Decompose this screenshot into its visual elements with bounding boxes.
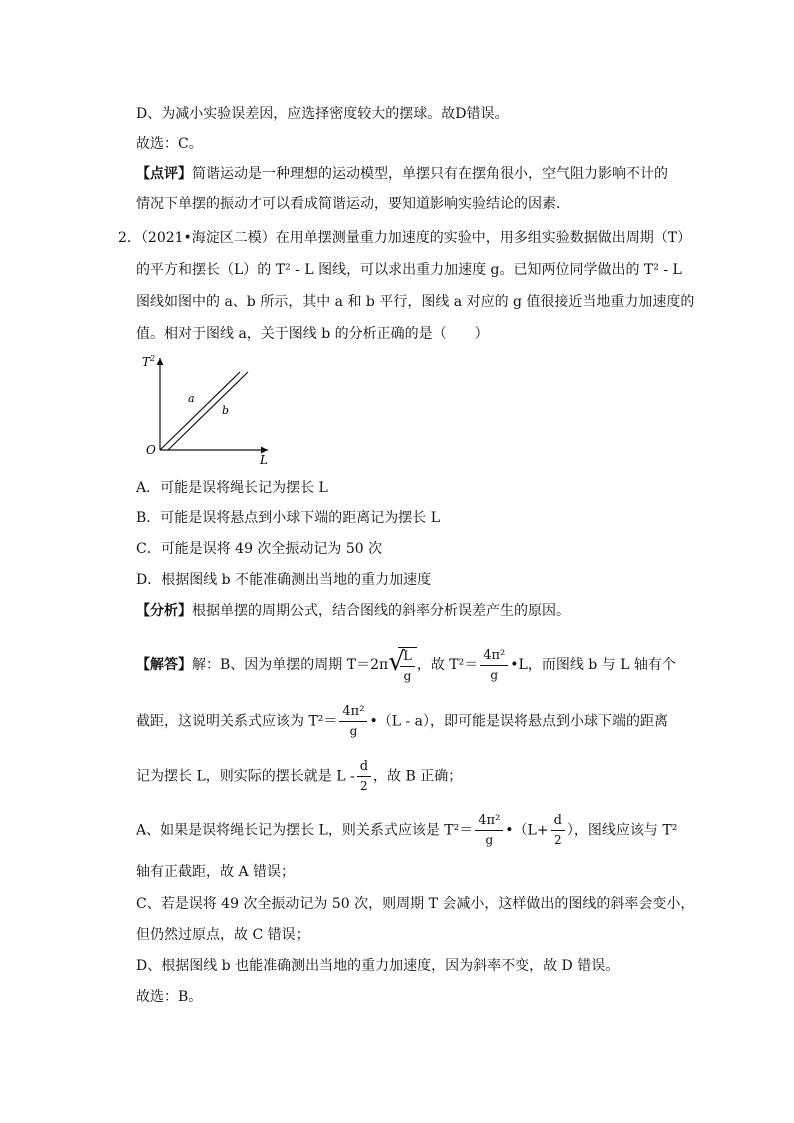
option-d: D．根据图线 b 不能准确测出当地的重力加速度 (136, 572, 432, 588)
solution-line (136, 812, 677, 849)
solution-text: 解：B、因为单摆的周期 T＝2π (192, 657, 389, 673)
analysis-text: 根据单摆的周期公式，结合图线的斜率分析误差产生的原因。 (192, 603, 570, 619)
solution-line: D、根据图线 b 也能准确测出当地的重力加速度，因为斜率不变，故 D 错误。 (136, 958, 620, 974)
solution-text: ，故 T²＝ (416, 657, 479, 673)
fraction: $\frac{\text{4π²}}{g}$ (475, 812, 503, 849)
solution-text: A、如果是误将绳长记为摆长 L，则关系式应该是 T²＝ (136, 822, 474, 839)
question-line: 值。相对于图线 a，关于图线 b 的分析正确的是（ ） (136, 326, 489, 342)
text-line: 故选：C。 (136, 136, 203, 152)
review-label: 【点评】 (136, 166, 192, 182)
fraction: $\frac{d}{2}$ (551, 812, 565, 849)
question-line: 图线如图中的 a、b 所示，其中 a 和 b 平行，图线 a 对应的 g 值很接近当地重力加速度的 (136, 294, 695, 310)
solution-line (136, 645, 676, 685)
solution-line: C、若是误将 49 次全振动记为 50 次，则周期 T 会减小，这样做出的图线的斜率会变小， (136, 896, 695, 912)
solution-text: •L，而图线 b 与 L 轴有个 (510, 657, 676, 673)
sqrt-fraction: $\frac{L}{g}$ (400, 648, 415, 685)
series-line-b (168, 372, 248, 450)
review-text: 简谐运动是一种理想的运动模型，单摆只有在摆角很小，空气阻力影响不计的 (192, 166, 668, 182)
solution-text: 截距，这说明关系式应该为 T²＝ (136, 713, 338, 730)
question-line: 2．（2021•海淀区二模）在用单摆测量重力加速度的实验中，用多组实验数据做出周期（T） (118, 230, 692, 246)
solution-line (136, 703, 668, 740)
question-line: 的平方和摆长（L）的 T² - L 图线，可以求出重力加速度 g。已知两位同学做出的 T² - L (136, 262, 682, 278)
solution-text: ），图线应该与 T² (566, 822, 678, 839)
solution-line (136, 758, 462, 795)
solution-text: •（L - a），即可能是误将悬点到小球下端的距离 (369, 713, 668, 730)
option-a: A．可能是误将绳长记为摆长 L (136, 480, 328, 496)
solution-text: •（L+ (505, 822, 549, 839)
solution-line: 但仍然过原点，故 C 错误； (136, 927, 310, 943)
sqrt-expression: √ $\frac{L}{g}$ (388, 645, 417, 685)
analysis-label: 【分析】 (136, 603, 192, 619)
option-b: B．可能是误将悬点到小球下端的距离记为摆长 L (136, 510, 441, 526)
series-label-b: b (222, 404, 230, 417)
option-c: C．可能是误将 49 次全振动记为 50 次 (136, 541, 383, 557)
text-line: D、为减小实验误差因，应选择密度较大的摆球。故D错误。 (136, 106, 509, 122)
fraction: $\frac{\text{4π²}}{g}$ (480, 647, 508, 684)
fraction: $\frac{\text{4π²}}{g}$ (339, 703, 367, 740)
series-label-a: a (188, 392, 195, 405)
origin-label: O (146, 443, 156, 457)
t2-l-graph (138, 350, 278, 470)
solution-line: 轴有正截距，故 A 错误； (136, 864, 296, 880)
text-line: 情况下单摆的振动才可以看成简谐运动，要知道影响实验结论的因素． (136, 196, 570, 212)
text-line (136, 164, 668, 184)
solution-label: 【解答】 (136, 657, 192, 673)
fraction: $\frac{d}{2}$ (357, 758, 371, 795)
x-axis-label: L (260, 453, 268, 467)
solution-line: 故选：B。 (136, 989, 203, 1005)
analysis-line (136, 601, 570, 621)
solution-text: 记为摆长 L，则实际的摆长就是 L - (136, 768, 355, 785)
y-axis-label: $T^2$ (142, 354, 156, 369)
solution-text: ，故 B 正确； (373, 768, 463, 785)
